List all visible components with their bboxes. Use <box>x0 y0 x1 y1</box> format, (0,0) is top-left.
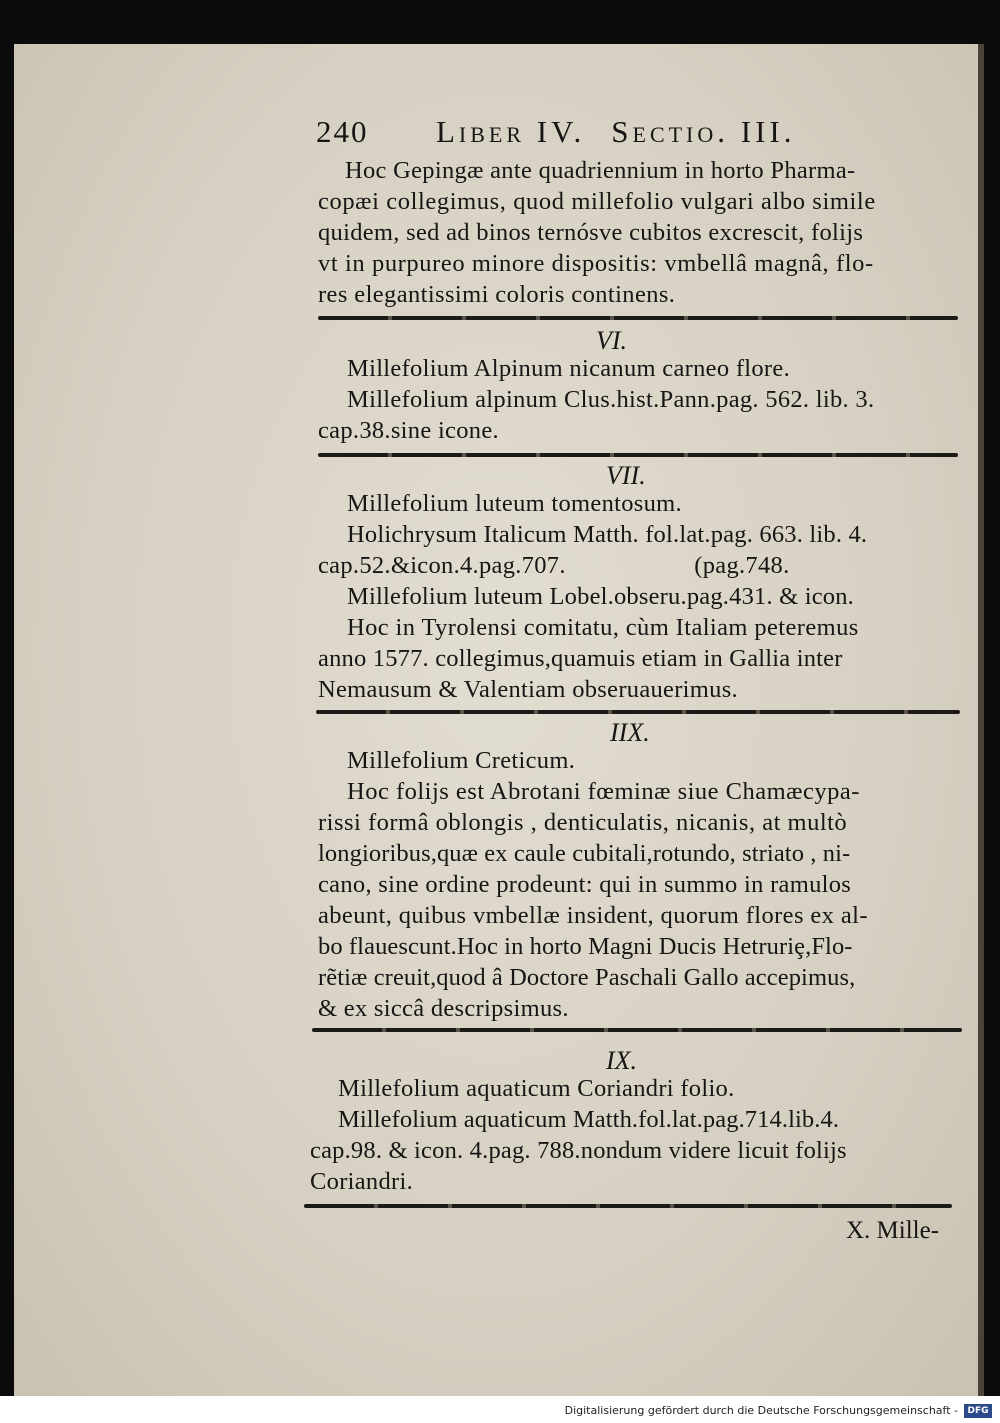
section-numeral: IIX. <box>610 718 650 747</box>
intro-line: vt in purpureo minore dispositis: vmbellâ magnâ, flo- <box>318 250 874 277</box>
section-line: Nemausum & Valentiam obseruauerimus. <box>318 676 738 703</box>
section-divider <box>318 453 958 457</box>
section-line: cap.98. & icon. 4.pag. 788.nondum videre licuit folijs <box>310 1137 847 1164</box>
page-number: 240 <box>316 114 369 149</box>
section-line: abeunt, quibus vmbellæ insident, quorum flores ex al- <box>318 902 868 929</box>
section-line: cap.38.sine icone. <box>318 417 499 444</box>
section-line: Coriandri. <box>310 1168 414 1195</box>
section-line: anno 1577. collegimus,quamuis etiam in Gallia inter <box>318 645 843 672</box>
section-line: rẽtiæ creuit,quod â Doctore Paschali Gallo accepimus, <box>318 964 856 991</box>
section-divider <box>304 1204 952 1208</box>
section-divider <box>312 1028 962 1032</box>
section-divider <box>316 710 960 714</box>
section-line: Hoc folijs est Abrotani fœminæ siue Chamæcypa- <box>347 778 860 805</box>
section-line: Holichrysum Italicum Matth. fol.lat.pag. 663. lib. 4. <box>347 521 868 548</box>
catchword: X. Mille- <box>846 1217 940 1244</box>
section-line: Millefolium alpinum Clus.hist.Pann.pag. 562. lib. 3. <box>347 386 875 413</box>
section-line: Millefolium aquaticum Matth.fol.lat.pag.714.lib.4. <box>338 1106 840 1133</box>
section-line: Millefolium aquaticum Coriandri folio. <box>338 1075 735 1102</box>
intro-line: res elegantissimi coloris continens. <box>318 281 676 308</box>
section-line: & ex siccâ descripsimus. <box>318 995 569 1022</box>
section-line: Millefolium luteum Lobel.obseru.pag.431. & icon. <box>347 583 855 610</box>
page-header <box>316 114 956 158</box>
section-numeral: VI. <box>596 326 628 355</box>
book-title: Liber IV. <box>436 114 586 149</box>
section-title: Sectio. III. <box>611 114 796 149</box>
section-line: rissi formâ oblongis , denticulatis, nicanis, at multò <box>318 809 848 836</box>
dfg-logo-icon: DFG <box>964 1404 992 1418</box>
section-numeral: VII. <box>606 461 646 490</box>
section-line: cap.52.&icon.4.pag.707. (pag.748. <box>318 552 790 579</box>
section-line: Millefolium Alpinum nicanum carneo flore. <box>347 355 790 382</box>
intro-line: copæi collegimus, quod millefolio vulgari albo simile <box>318 188 876 215</box>
section-line: Millefolium luteum tomentosum. <box>347 490 682 517</box>
section-line: Millefolium Creticum. <box>347 747 576 774</box>
intro-line: quidem, sed ad binos ternósve cubitos excrescit, folijs <box>318 219 864 246</box>
intro-line: Hoc Gepingæ ante quadriennium in horto Pharma- <box>345 157 856 184</box>
section-divider <box>318 316 958 320</box>
section-line: longioribus,quæ ex caule cubitali,rotundo, striato , ni- <box>318 840 851 867</box>
funding-note: Digitalisierung gefördert durch die Deutsche Forschungsgemeinschaft - <box>564 1404 958 1417</box>
section-line: cano, sine ordine prodeunt: qui in summo in ramulos <box>318 871 852 898</box>
section-line: bo flauescunt.Hoc in horto Magni Ducis Hetruriȩ,Flo- <box>318 933 853 960</box>
section-line: Hoc in Tyrolensi comitatu, cùm Italiam peteremus <box>347 614 859 641</box>
section-numeral: IX. <box>606 1046 638 1075</box>
